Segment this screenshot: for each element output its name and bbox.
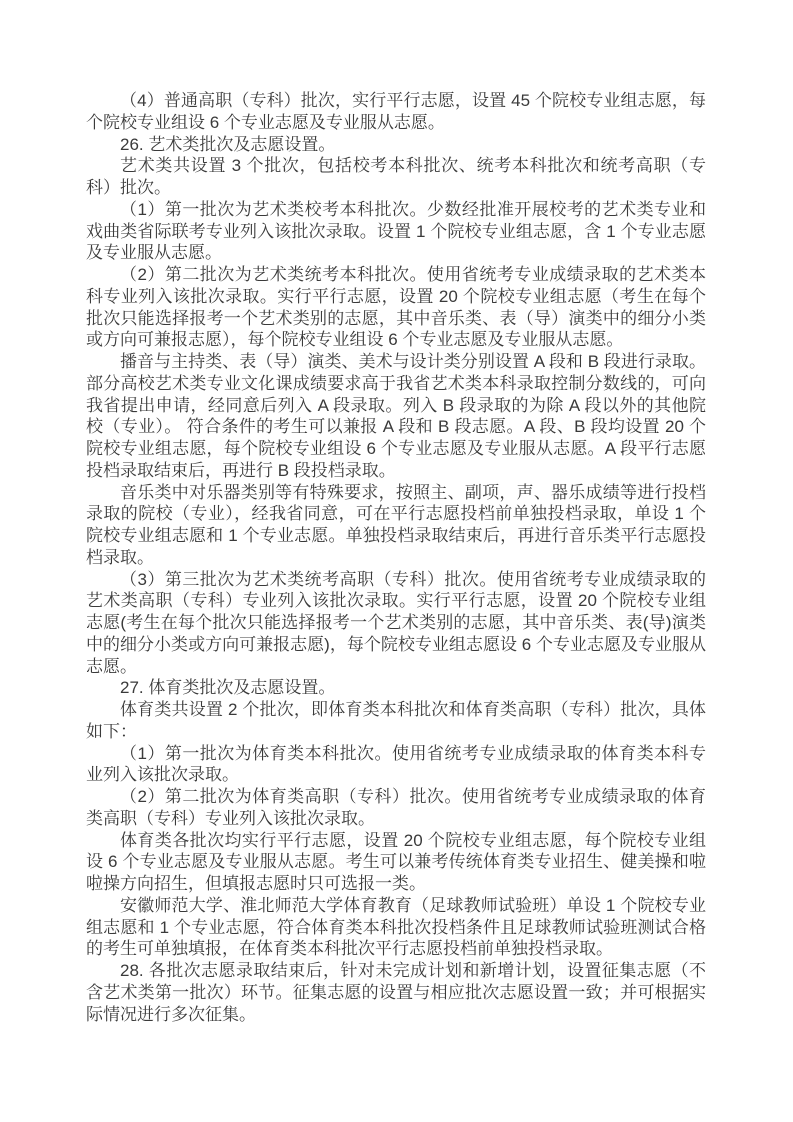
paragraph: 安徽师范大学、淮北师范大学体育教育（足球教师试验班）单设 1 个院校专业组志愿和 1 个专业志愿，符合体育类本科批次投档条件且足球教师试验班测试合格的考生可单独填报，在体育类本科批次平行志愿投档前单独投档录取。 <box>86 895 706 959</box>
paragraph: （1）第一批次为体育类本科批次。使用省统考专业成绩录取的体育类本科专业列入该批次录取。 <box>86 743 706 785</box>
paragraph: 播音与主持类、表（导）演类、美术与设计类分别设置 A 段和 B 段进行录取。部分高校艺术类专业文化课成绩要求高于我省艺术类本科录取控制分数线的，可向我省提出申请，经同意后列入 A 段录取。列入 B 段录取的为除 A 段以外的其他院校（专业）。 符合条件的考生可以兼报 A 段和 B 段志愿。A 段、B 段均设置 20 个院校专业组志愿，每个院校专业组设 6 个专业志愿及专业服从志愿。A 段平行志愿投档录取结束后，再进行 B 段投档录取。 <box>86 352 706 480</box>
paragraph: （3）第三批次为艺术类统考高职（专科）批次。使用省统考专业成绩录取的艺术类高职（专科）专业列入该批次录取。实行平行志愿，设置 20 个院校专业组志愿(考生在每个批次只能选择报考一个艺术类别的志愿，其中音乐类、表(导)演类中的细分小类或方向可兼报志愿)，每个院校专业组志愿设 6 个专业志愿及专业服从志愿。 <box>86 569 706 676</box>
paragraph: 27. 体育类批次及志愿设置。 <box>120 678 336 698</box>
paragraph: （1）第一批次为艺术类校考本科批次。少数经批准开展校考的艺术类专业和戏曲类省际联考专业列入该批次录取。设置 1 个院校专业组志愿，含 1 个专业志愿及专业服从志愿。 <box>86 199 706 263</box>
paragraph: （4）普通高职（专科）批次，实行平行志愿，设置 45 个院校专业组志愿，每个院校专业组设 6 个专业志愿及专业服从志愿。 <box>86 91 706 132</box>
paragraph: （2）第二批次为艺术类统考本科批次。使用省统考专业成绩录取的艺术类本科专业列入该批次录取。实行平行志愿，设置 20 个院校专业组志愿（考生在每个批次只能选择报考一个艺术类别的志愿，其中音乐类、表（导）演类中的细分小类或方向可兼报志愿），每个院校专业组设 6 个专业志愿及专业服从志愿。 <box>86 265 706 350</box>
document-body <box>86 90 706 1025</box>
paragraph: 体育类共设置 2 个批次，即体育类本科批次和体育类高职（专科）批次，具体如下： <box>86 700 706 741</box>
paragraph: 音乐类中对乐器类别等有特殊要求，按照主、副项，声、器乐成绩等进行投档录取的院校（专业），经我省同意，可在平行志愿投档前单独投档录取，单设 1 个院校专业组志愿和 1 个专业志愿。单独投档录取结束后，再进行音乐类平行志愿投档录取。 <box>86 482 706 567</box>
paragraph: 艺术类共设置 3 个批次，包括校考本科批次、统考本科批次和统考高职（专科）批次。 <box>86 156 706 197</box>
paragraph: （2）第二批次为体育类高职（专科）批次。使用省统考专业成绩录取的体育类高职（专科）专业列入该批次录取。 <box>86 787 706 828</box>
paragraph: 26. 艺术类批次及志愿设置。 <box>120 134 336 154</box>
paragraph: 28. 各批次志愿录取结束后，针对未完成计划和新增计划，设置征集志愿（不含艺术类第一批次）环节。征集志愿的设置与相应批次志愿设置一致；并可根据实际情况进行多次征集。 <box>86 961 706 1024</box>
paragraph: 体育类各批次均实行平行志愿，设置 20 个院校专业组志愿，每个院校专业组设 6 个专业志愿及专业服从志愿。考生可以兼考传统体育类专业招生、健美操和啦啦操方向招生，但填报志愿时只可选报一类。 <box>86 830 706 893</box>
